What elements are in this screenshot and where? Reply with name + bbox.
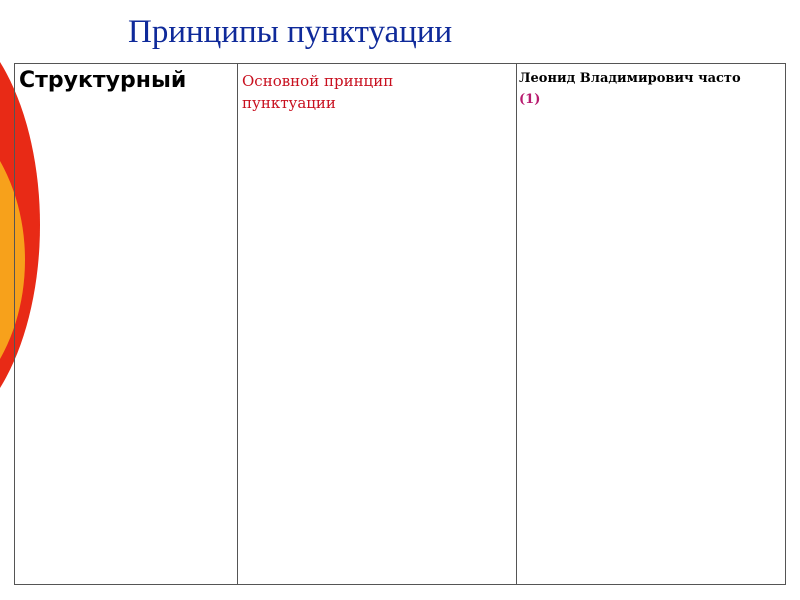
definition-a: Основной принцип <box>242 72 394 90</box>
definition-cell <box>238 64 517 585</box>
principle-name: Структурный <box>19 68 187 93</box>
marker-1: (1) <box>519 92 541 107</box>
example-cell <box>517 64 786 585</box>
definition-b: пунктуации <box>242 94 336 112</box>
page-title: Принципы пунктуации <box>128 14 453 50</box>
example-line-1: Леонид Владимирович часто <box>519 71 741 86</box>
principles-table <box>14 63 786 585</box>
principle-name-cell <box>15 64 238 585</box>
